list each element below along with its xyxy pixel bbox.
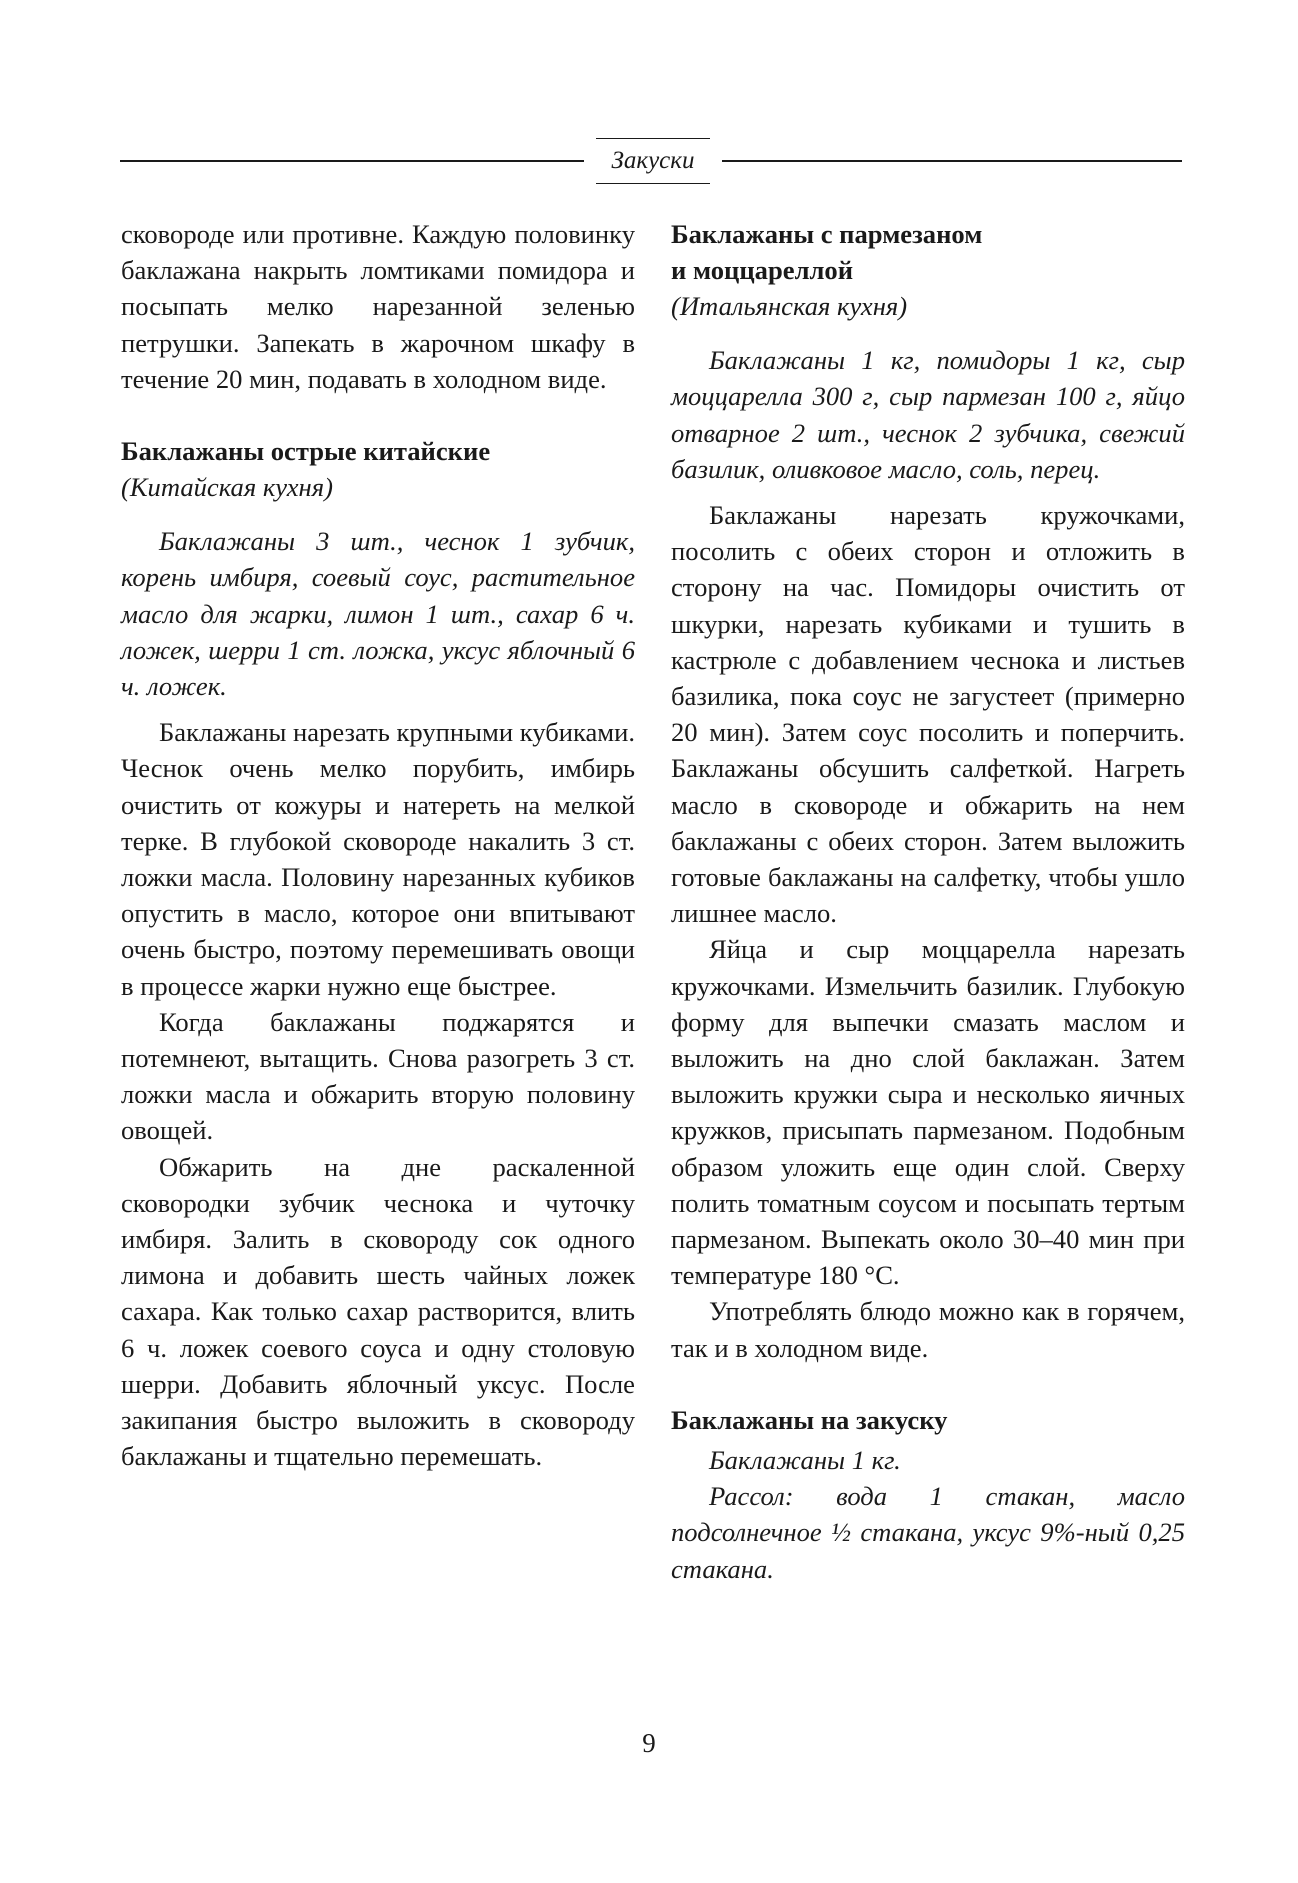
- recipe-step-paragraph: Баклажаны нарезать кружочками, посолить с обеих сторон и отложить в сторону на час. Помидоры очистить от шкурки, нарезать кубиками и тушить в кастрюле с добавлением чеснока и листьев базилика, пока соус не загустеет (примерно 20 мин). Затем соус посолить и поперчить. Баклажаны обсушить салфеткой. Нагреть масло в сковороде и обжарить на нем баклажаны с обеих сторон. Затем выложить готовые баклажаны на салфетку, чтобы ушло лишнее масло.: [671, 500, 1185, 929]
- recipe-step-paragraph: Яйца и сыр моццарелла нарезать кружочками. Измельчить базилик. Глубокую форму для выпечки смазать маслом и выложить на дно слой баклажан. Затем выложить кружки сыра и несколько яичных кружков, присыпать пармезаном. Подобным образом уложить еще один слой. Сверху полить томатным соусом и посыпать тертым пармезаном. Выпекать около 30–40 мин при температуре 180 °С.: [671, 934, 1185, 1291]
- header-rule-right: [722, 160, 1182, 162]
- recipe-ingredient-line: Баклажаны 1 кг.: [709, 1444, 901, 1475]
- recipe-title-parmesan-line2: и моццареллой: [671, 255, 854, 285]
- continued-paragraph: сковороде или противне. Каждую половинку баклажана накрыть ломтиками помидора и посыпать мелко нарезанной зеленью петрушки. Запекать в жарочном шкафу в течение 20 мин, подавать в холодном виде.: [121, 219, 635, 394]
- recipe-step-paragraph: Употреблять блюдо можно как в горячем, так и в холодном виде.: [671, 1296, 1185, 1363]
- recipe-ingredients-parmesan: Баклажаны 1 кг, помидоры 1 кг, сыр моццарелла 300 г, сыр пармезан 100 г, яйцо отварное 2 шт., чеснок 2 зубчика, свежий базилик, оливковое масло, соль, перец.: [671, 345, 1185, 484]
- recipe-step-paragraph: Когда баклажаны поджарятся и потемнеют, вытащить. Снова разогреть 3 ст. ложки масла и обжарить вторую половину овощей.: [121, 1006, 635, 1146]
- section-title: Закуски: [596, 138, 710, 184]
- running-header: [120, 138, 1182, 184]
- recipe-cuisine-italian: (Итальянская кухня): [671, 291, 908, 321]
- recipe-title-eggplant-snack: Баклажаны на закуску: [671, 1404, 948, 1435]
- recipe-step-paragraph: Обжарить на дне раскаленной сковородки зубчик чеснока и чуточку имбиря. Залить в сковороду сок одного лимона и добавить шесть чайных ложек сахара. Как только сахар растворится, влить 6 ч. ложек соевого соуса и одну столовую шерри. Добавить яблочный уксус. После закипания быстро выложить в сковороду баклажаны и тщательно перемешать.: [121, 1151, 635, 1472]
- page-number: 9: [642, 1728, 656, 1758]
- recipe-cuisine-chinese: (Китайская кухня): [121, 472, 333, 503]
- recipe-step-paragraph: Баклажаны нарезать крупными кубиками. Чеснок очень мелко порубить, имбирь очистить от кожуры и натереть на мелкой терке. В глубокой сковороде накалить 3 ст. ложки масла. Половину нарезанных кубиков опустить в масло, которое они впитывают очень быстро, поэтому перемешивать овощи в процессе жарки нужно еще быстрее.: [121, 717, 635, 1001]
- right-column: [671, 216, 1185, 1587]
- left-column: [121, 216, 635, 1475]
- recipe-brine-ingredients: Рассол: вода 1 стакан, масло подсолнечное ½ стакана, уксус 9%-ный 0,25 стакана.: [671, 1481, 1185, 1584]
- recipe-title-chinese-eggplant: Баклажаны острые китайские: [121, 436, 491, 467]
- header-rule-left: [120, 160, 584, 162]
- recipe-title-parmesan-line1: Баклажаны с пармезаном: [671, 219, 983, 249]
- recipe-ingredients-chinese: Баклажаны 3 шт., чеснок 1 зубчик, корень имбиря, соевый соус, растительное масло для жарки, лимон 1 шт., сахар 6 ч. ложек, шерри 1 ст. ложка, уксус яблочный 6 ч. ложек.: [121, 526, 635, 702]
